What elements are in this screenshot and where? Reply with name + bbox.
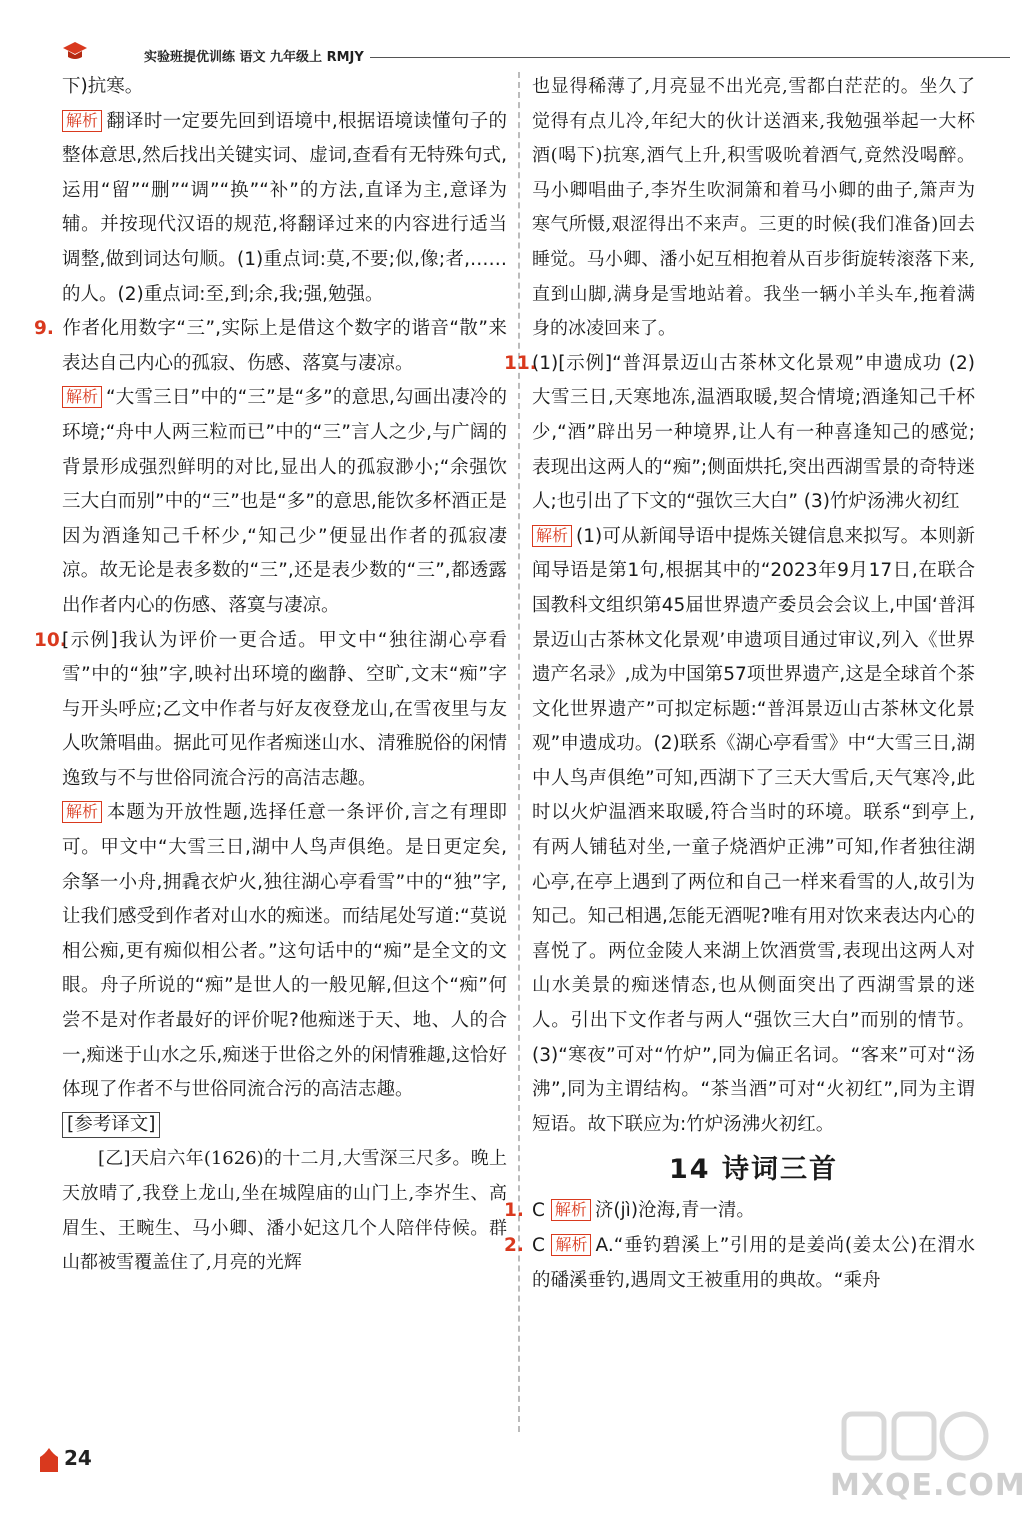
- question-10-analysis: 解析 本题为开放性题,选择任意一条评价,言之有理即可。甲文中“大雪三日,湖中人鸟声俱绝。是日更定矣,余拏一小舟,拥毳衣炉火,独往湖心亭看雪”中的“独”字,让我们感受到作者对山水的痴迷。而结尾处写道:“莫说相公痴,更有痴似相公者。”这句话中的“痴”是全文的文眼。舟子所说的“痴”是世人的一般见解,但这个“痴”何尝不是对作者最好的评价呢?他痴迷于天、地、人的合一,痴迷于山水之乐,痴迷于世俗之外的闲情雅趣,这恰好体现了作者不与世俗同流合污的高洁志趣。: [62, 802, 507, 1101]
- question-10: 10.[示例]我认为评价一更合适。甲文中“独往湖心亭看雪”中的“独”字,映衬出环境的幽静、空旷,文末“痴”字与开头呼应;乙文中作者与好友夜登龙山,在雪夜里与友人吹箫唱曲。据此可见作者痴迷山水、清雅脱俗的闲情逸致与不与世俗同流合污的高洁志趣。: [34, 629, 507, 789]
- watermark-logo-icon: [840, 1406, 990, 1466]
- reference-translation-continued: 也显得稀薄了,月亮显不出光亮,雪都白茫茫的。坐久了觉得有点儿冷,年纪大的伙计送酒来,我勉强举起一大杯酒(喝下)抗寒,酒气上升,积雪吸吮着酒气,竟然没喝醉。马小卿唱曲子,李岕生吹洞箫和着马小卿的曲子,箫声为寒气所慑,艰涩得出不来声。三更的时候(我们准备)回去睡觉。马小卿、潘小妃互相抱着从百步街旋转滚落下来,直到山脚,满身是雪地站着。我坐一辆小羊头车,拖着满身的冰凌回来了。: [532, 76, 975, 340]
- question-9-analysis: 解析 “大雪三日”中的“三”是“多”的意思,勾画出凄冷的环境;“舟中人两三粒而已”中的“三”言人之少,与广阔的背景形成强烈鲜明的对比,显出人的孤寂渺小;“余强饮三大白而别”中的“三”也是“多”的意思,能饮多杯酒正是因为酒逢知己千杯少,“知己少”便显出作者的孤寂凄凉。故无论是表多数的“三”,还是表少数的“三”,都透露出作者内心的伤感、落寞与凄凉。: [62, 387, 507, 616]
- header-title: 实验班提优训练 语文 九年级上 RMJY: [144, 50, 364, 65]
- watermark-text: MXQE.COM: [830, 1468, 1026, 1503]
- analysis-tag: 解析: [62, 801, 102, 823]
- answer-continuation: 下)抗寒。: [62, 76, 144, 97]
- left-column: [34, 70, 507, 1281]
- page-header: [40, 36, 980, 66]
- analysis-tag: 解析: [62, 386, 102, 408]
- analysis-tag: 解析: [551, 1234, 591, 1256]
- analysis-tag: 解析: [551, 1199, 591, 1221]
- reference-translation-label: [参考译文]: [62, 1108, 507, 1143]
- reference-translation: [乙]天启六年(1626)的十二月,大雪深三尺多。晚上天放晴了,我登上龙山,坐在城隍庙的山门上,李岕生、高眉生、王畹生、马小卿、潘小妃这几个人陪伴侍候。群山都被雪覆盖住了,月亮的光辉: [62, 1148, 507, 1274]
- watermark: [800, 1406, 1026, 1516]
- question-11-analysis: 解析 (1)可从新闻导语中提炼关键信息来拟写。本则新闻导语是第1句,根据其中的“2023年9月17日,在联合国教科文组织第45届世界遗产委员会会议上,中国‘普洱景迈山古茶林文化景观’申遗项目通过审议,列入《世界遗产名录》,成为中国第57项世界遗产,这是全球首个茶文化世界遗产”可拟定标题:“普洱景迈山古茶林文化景观”申遗成功。(2)联系《湖心亭看雪》中“大雪三日,湖中人鸟声俱绝”可知,西湖下了三天大雪后,天气寒冷,此时以火炉温酒来取暖,符合当时的环境。联系“到亭上,有两人铺毡对坐,一童子烧酒炉正沸”可知,作者独往湖心亭,在亭上遇到了两位和自己一样来看雪的人,故引为知己。知己相遇,怎能无酒呢?唯有用对饮来表达内心的喜悦了。两位金陵人来湖上饮酒赏雪,表现出这两人对山水美景的痴迷情态,也从侧面突出了西湖雪景的迷人。引出下文作者与两人“强饮三大白”而别的情节。(3)“寒夜”可对“竹炉”,同为偏正名词。“客来”可对“汤沸”,同为主谓结构。“茶当酒”可对“火初红”,同为主谓短语。故下联应为:竹炉汤沸火初红。: [532, 525, 975, 1135]
- question-2: 2. C 解析 A.“垂钓碧溪上”引用的是姜尚(姜太公)在渭水的磻溪垂钓,遇周文王被重用的典故。“乘舟: [504, 1235, 975, 1291]
- question-9: 9. 作者化用数字“三”,实际上是借这个数字的谐音“散”来表达自己内心的孤寂、伤感、落寞与凄凉。: [34, 318, 507, 374]
- right-column: [504, 70, 975, 1298]
- header-rule: [370, 57, 1010, 58]
- question-1: 1. C 解析 济(jì)沧海,青一清。: [504, 1200, 755, 1222]
- section-title: 14 诗词三首: [669, 1154, 838, 1186]
- mortarboard-icon: [62, 40, 88, 62]
- analysis-tag: 解析: [532, 525, 572, 547]
- page-number: 24: [64, 1446, 92, 1470]
- analysis-tag: 解析: [62, 110, 102, 132]
- page-footer: [38, 1440, 108, 1480]
- answer-analysis: 解析 翻译时一定要先回到语境中,根据语境读懂句子的整体意思,然后找出关键实词、虚词,查看有无特殊句式,运用“留”“删”“调”“换”“补”的方法,直译为主,意译为辅。并按现代汉语的规范,将翻译过来的内容进行适当调整,做到词达句顺。(1)重点词:莫,不要;似,像;者,……的人。(2)重点词:至,到;余,我;强,勉强。: [62, 110, 507, 305]
- question-11: 11.(1)[示例]“普洱景迈山古茶林文化景观”申遗成功 (2)大雪三日,天寒地冻,温酒取暖,契合情境;酒逢知己千杯少,“酒”辟出另一种境界,让人有一种喜逢知己的感觉;表现出这两人的“痴”;侧面烘托,突出西湖雪景的奇特迷人;也引出了下文的“强饮三大白” (3)竹炉汤沸火初红: [504, 352, 975, 513]
- page-marker-icon: [38, 1448, 60, 1472]
